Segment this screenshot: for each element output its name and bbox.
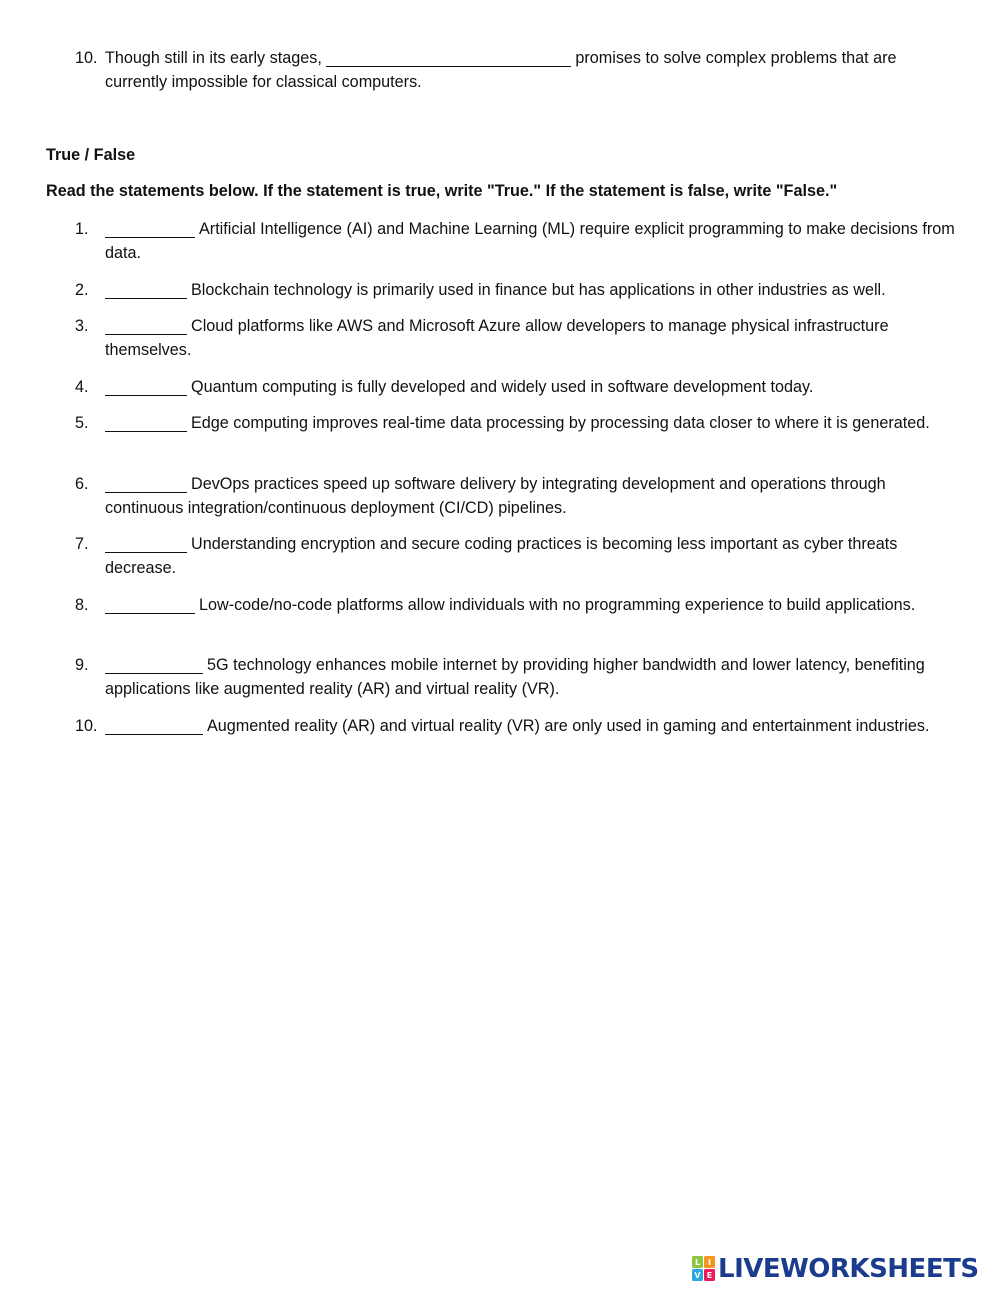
true-false-item xyxy=(75,278,955,302)
true-false-item xyxy=(75,314,955,362)
fill-in-item-10 xyxy=(75,46,955,94)
answer-input[interactable] xyxy=(326,51,571,65)
item-text xyxy=(105,314,955,362)
logo-text: LIVEWORKSHEETS xyxy=(718,1254,979,1284)
answer-blank[interactable] xyxy=(105,658,203,674)
logo-letter-3: V xyxy=(694,1271,701,1280)
answer-input[interactable] xyxy=(105,222,195,236)
item-number: 5. xyxy=(75,414,89,432)
answer-input[interactable] xyxy=(105,537,187,551)
answer-blank[interactable] xyxy=(105,537,187,553)
item-text xyxy=(105,593,955,617)
item-number: 1. xyxy=(75,220,89,238)
liveworksheets-logo xyxy=(692,1254,979,1284)
true-false-item xyxy=(75,653,955,701)
true-false-item xyxy=(75,714,955,738)
item-text xyxy=(105,532,955,580)
item-number: 10. xyxy=(75,717,98,735)
item-number: 7. xyxy=(75,535,89,553)
answer-blank[interactable] xyxy=(105,283,187,299)
instructions: Read the statements below. If the statement is true, write "True." If the statement is false, write "False." xyxy=(46,182,838,200)
statement-text: Edge computing improves real-time data processing by processing data closer to where it is generated. xyxy=(191,414,930,432)
true-false-item xyxy=(75,593,955,617)
answer-blank[interactable] xyxy=(105,416,187,432)
item-number: 3. xyxy=(75,317,89,335)
answer-input[interactable] xyxy=(105,719,203,733)
statement-text: Augmented reality (AR) and virtual reality (VR) are only used in gaming and entertainment industries. xyxy=(207,717,930,735)
answer-blank[interactable] xyxy=(105,380,187,396)
item-text xyxy=(105,217,955,265)
true-false-item xyxy=(75,375,955,399)
answer-blank[interactable] xyxy=(326,51,571,67)
logo-blocks-icon xyxy=(692,1256,716,1282)
statement-text: 5G technology enhances mobile internet by providing higher bandwidth and lower latency, benefiting applications like augmented reality (AR) and virtual reality (VR). xyxy=(105,656,925,698)
answer-input[interactable] xyxy=(105,598,195,612)
answer-input[interactable] xyxy=(105,477,187,491)
item-number: 9. xyxy=(75,656,89,674)
answer-input[interactable] xyxy=(105,416,187,430)
true-false-item xyxy=(75,411,955,435)
answer-input[interactable] xyxy=(105,658,203,672)
statement-text: Quantum computing is fully developed and widely used in software development today. xyxy=(191,378,814,396)
item-text xyxy=(105,653,955,701)
item-text xyxy=(105,714,955,738)
item-number: 4. xyxy=(75,378,89,396)
answer-blank[interactable] xyxy=(105,719,203,735)
true-false-item xyxy=(75,217,955,265)
true-false-item xyxy=(75,472,955,520)
statement-text: Artificial Intelligence (AI) and Machine Learning (ML) require explicit programming to make decisions from data. xyxy=(105,220,955,262)
item-number: 6. xyxy=(75,475,89,493)
answer-blank[interactable] xyxy=(105,477,187,493)
true-false-item xyxy=(75,532,955,580)
answer-input[interactable] xyxy=(105,380,187,394)
answer-blank[interactable] xyxy=(105,319,187,335)
item-text xyxy=(105,472,955,520)
item-text xyxy=(105,278,955,302)
logo-letter-4: E xyxy=(706,1271,713,1280)
statement-text: DevOps practices speed up software delivery by integrating development and operations through continuous integration/continuous deployment (CI/CD) pipelines. xyxy=(105,475,886,517)
answer-blank[interactable] xyxy=(105,598,195,614)
statement-text: Low-code/no-code platforms allow individuals with no programming experience to build applications. xyxy=(199,596,916,614)
item-text-after: promises to solve complex problems that are currently impossible for classical computers. xyxy=(105,49,897,91)
item-text xyxy=(105,375,955,399)
item-number: 2. xyxy=(75,281,89,299)
statement-text: Understanding encryption and secure coding practices is becoming less important as cyber threats decrease. xyxy=(105,535,898,577)
logo-letter-2: I xyxy=(708,1258,711,1267)
statement-text: Blockchain technology is primarily used in finance but has applications in other industries as well. xyxy=(191,281,886,299)
item-text-before: Though still in its early stages, xyxy=(105,49,322,67)
item-number: 8. xyxy=(75,596,89,614)
item-text xyxy=(105,46,955,94)
logo-letter-1: L xyxy=(694,1258,701,1267)
answer-blank[interactable] xyxy=(105,222,195,238)
section-title: True / False xyxy=(46,146,136,164)
statement-text: Cloud platforms like AWS and Microsoft Azure allow developers to manage physical infrastructure themselves. xyxy=(105,317,889,359)
item-text xyxy=(105,411,955,435)
item-number: 10. xyxy=(75,49,98,67)
answer-input[interactable] xyxy=(105,319,187,333)
answer-input[interactable] xyxy=(105,283,187,297)
